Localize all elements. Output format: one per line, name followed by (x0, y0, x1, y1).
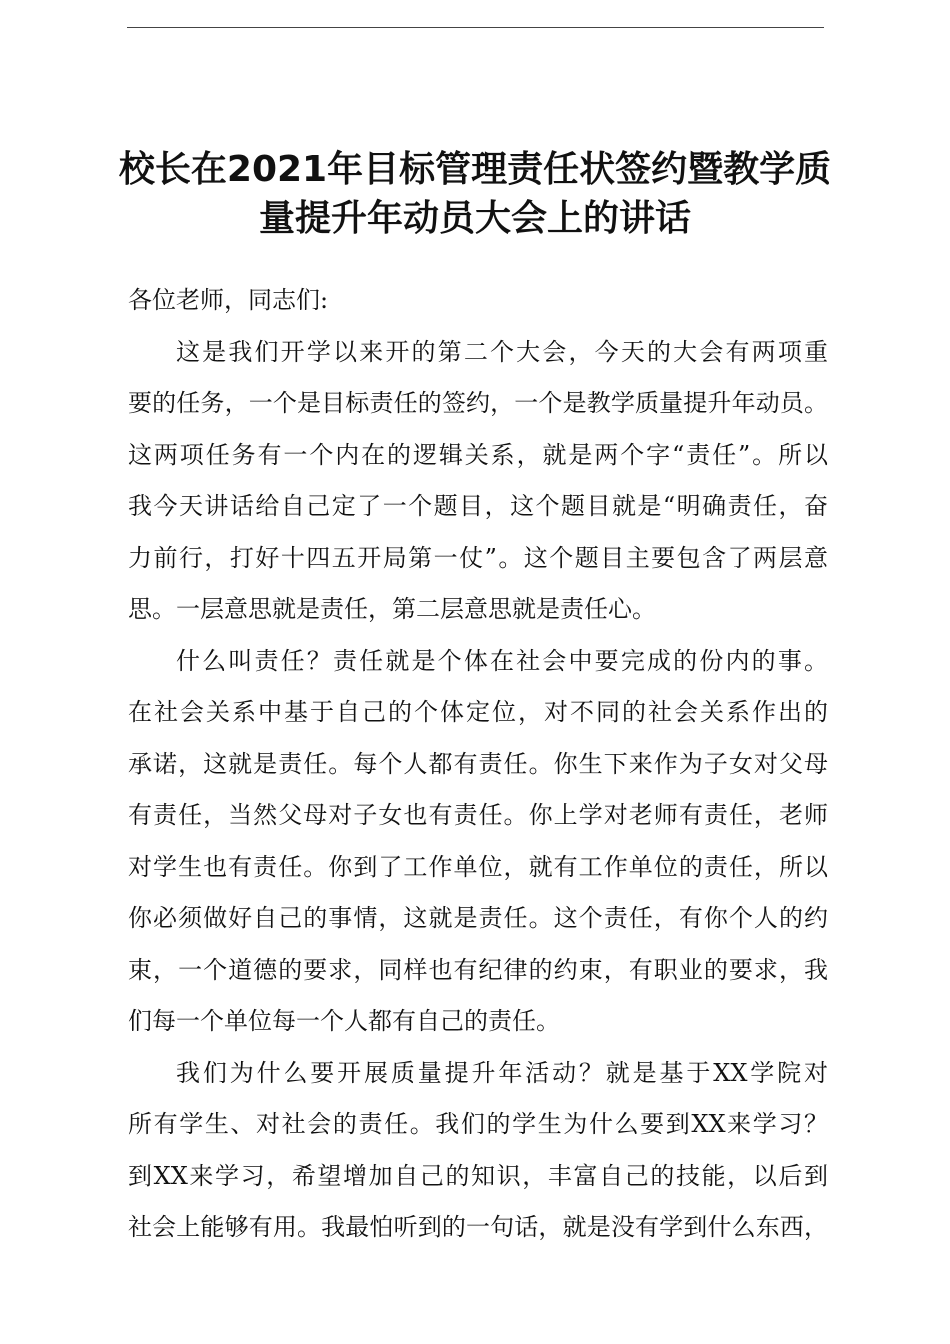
paragraph-line: 到XX来学习，希望增加自己的知识，丰富自己的技能，以后到 (128, 1161, 828, 1190)
document-body (128, 275, 828, 1254)
paragraph-line: 承诺，这就是责任。每个人都有责任。你生下来作为子女对父母 (128, 749, 828, 778)
paragraph-1 (128, 327, 828, 636)
paragraph-line: 这是我们开学以来开的第二个大会，今天的大会有两项重 (176, 337, 828, 366)
paragraph-line: 要的任务，一个是目标责任的签约，一个是教学质量提升年动员。 (128, 389, 828, 417)
paragraph-line: 对学生也有责任。你到了工作单位，就有工作单位的责任，所以 (128, 852, 828, 881)
paragraph-line: 这两项任务有一个内在的逻辑关系，就是两个字“责任”。所以 (128, 440, 828, 469)
header-rule (127, 27, 824, 28)
paragraph-line: 所有学生、对社会的责任。我们的学生为什么要到XX来学习？ (128, 1110, 828, 1138)
paragraph-line: 有责任，当然父母对子女也有责任。你上学对老师有责任，老师 (128, 801, 828, 829)
paragraph-line: 在社会关系中基于自己的个体定位，对不同的社会关系作出的 (128, 698, 828, 726)
title-line-2: 量提升年动员大会上的讲话 (258, 198, 691, 239)
paragraph-line: 社会上能够有用。我最怕听到的一句话，就是没有学到什么东西， (128, 1213, 828, 1241)
paragraph-line: 思。一层意思就是责任，第二层意思就是责任心。 (128, 595, 656, 623)
paragraph-2 (128, 636, 828, 1048)
paragraph-line: 我们为什么要开展质量提升年活动？就是基于XX学院对 (176, 1058, 828, 1087)
salutation: 各位老师，同志们: (128, 286, 329, 314)
paragraph-line: 束，一个道德的要求，同样也有纪律的约束，有职业的要求，我 (128, 955, 828, 984)
paragraph-line: 你必须做好自己的事情，这就是责任。这个责任，有你个人的约 (128, 904, 828, 932)
title-line-1: 校长在2021年目标管理责任状签约暨教学质 (118, 149, 832, 190)
paragraph-line: 我今天讲话给自己定了一个题目，这个题目就是“明确责任，奋 (128, 492, 828, 520)
document-title (100, 145, 850, 243)
paragraph-line: 力前行，打好十四五开局第一仗”。这个题目主要包含了两层意 (128, 543, 828, 572)
paragraph-line: 什么叫责任？责任就是个体在社会中要完成的份内的事。 (176, 646, 828, 675)
paragraph-line: 们每一个单位每一个人都有自己的责任。 (128, 1007, 560, 1035)
paragraph-3 (128, 1048, 828, 1254)
